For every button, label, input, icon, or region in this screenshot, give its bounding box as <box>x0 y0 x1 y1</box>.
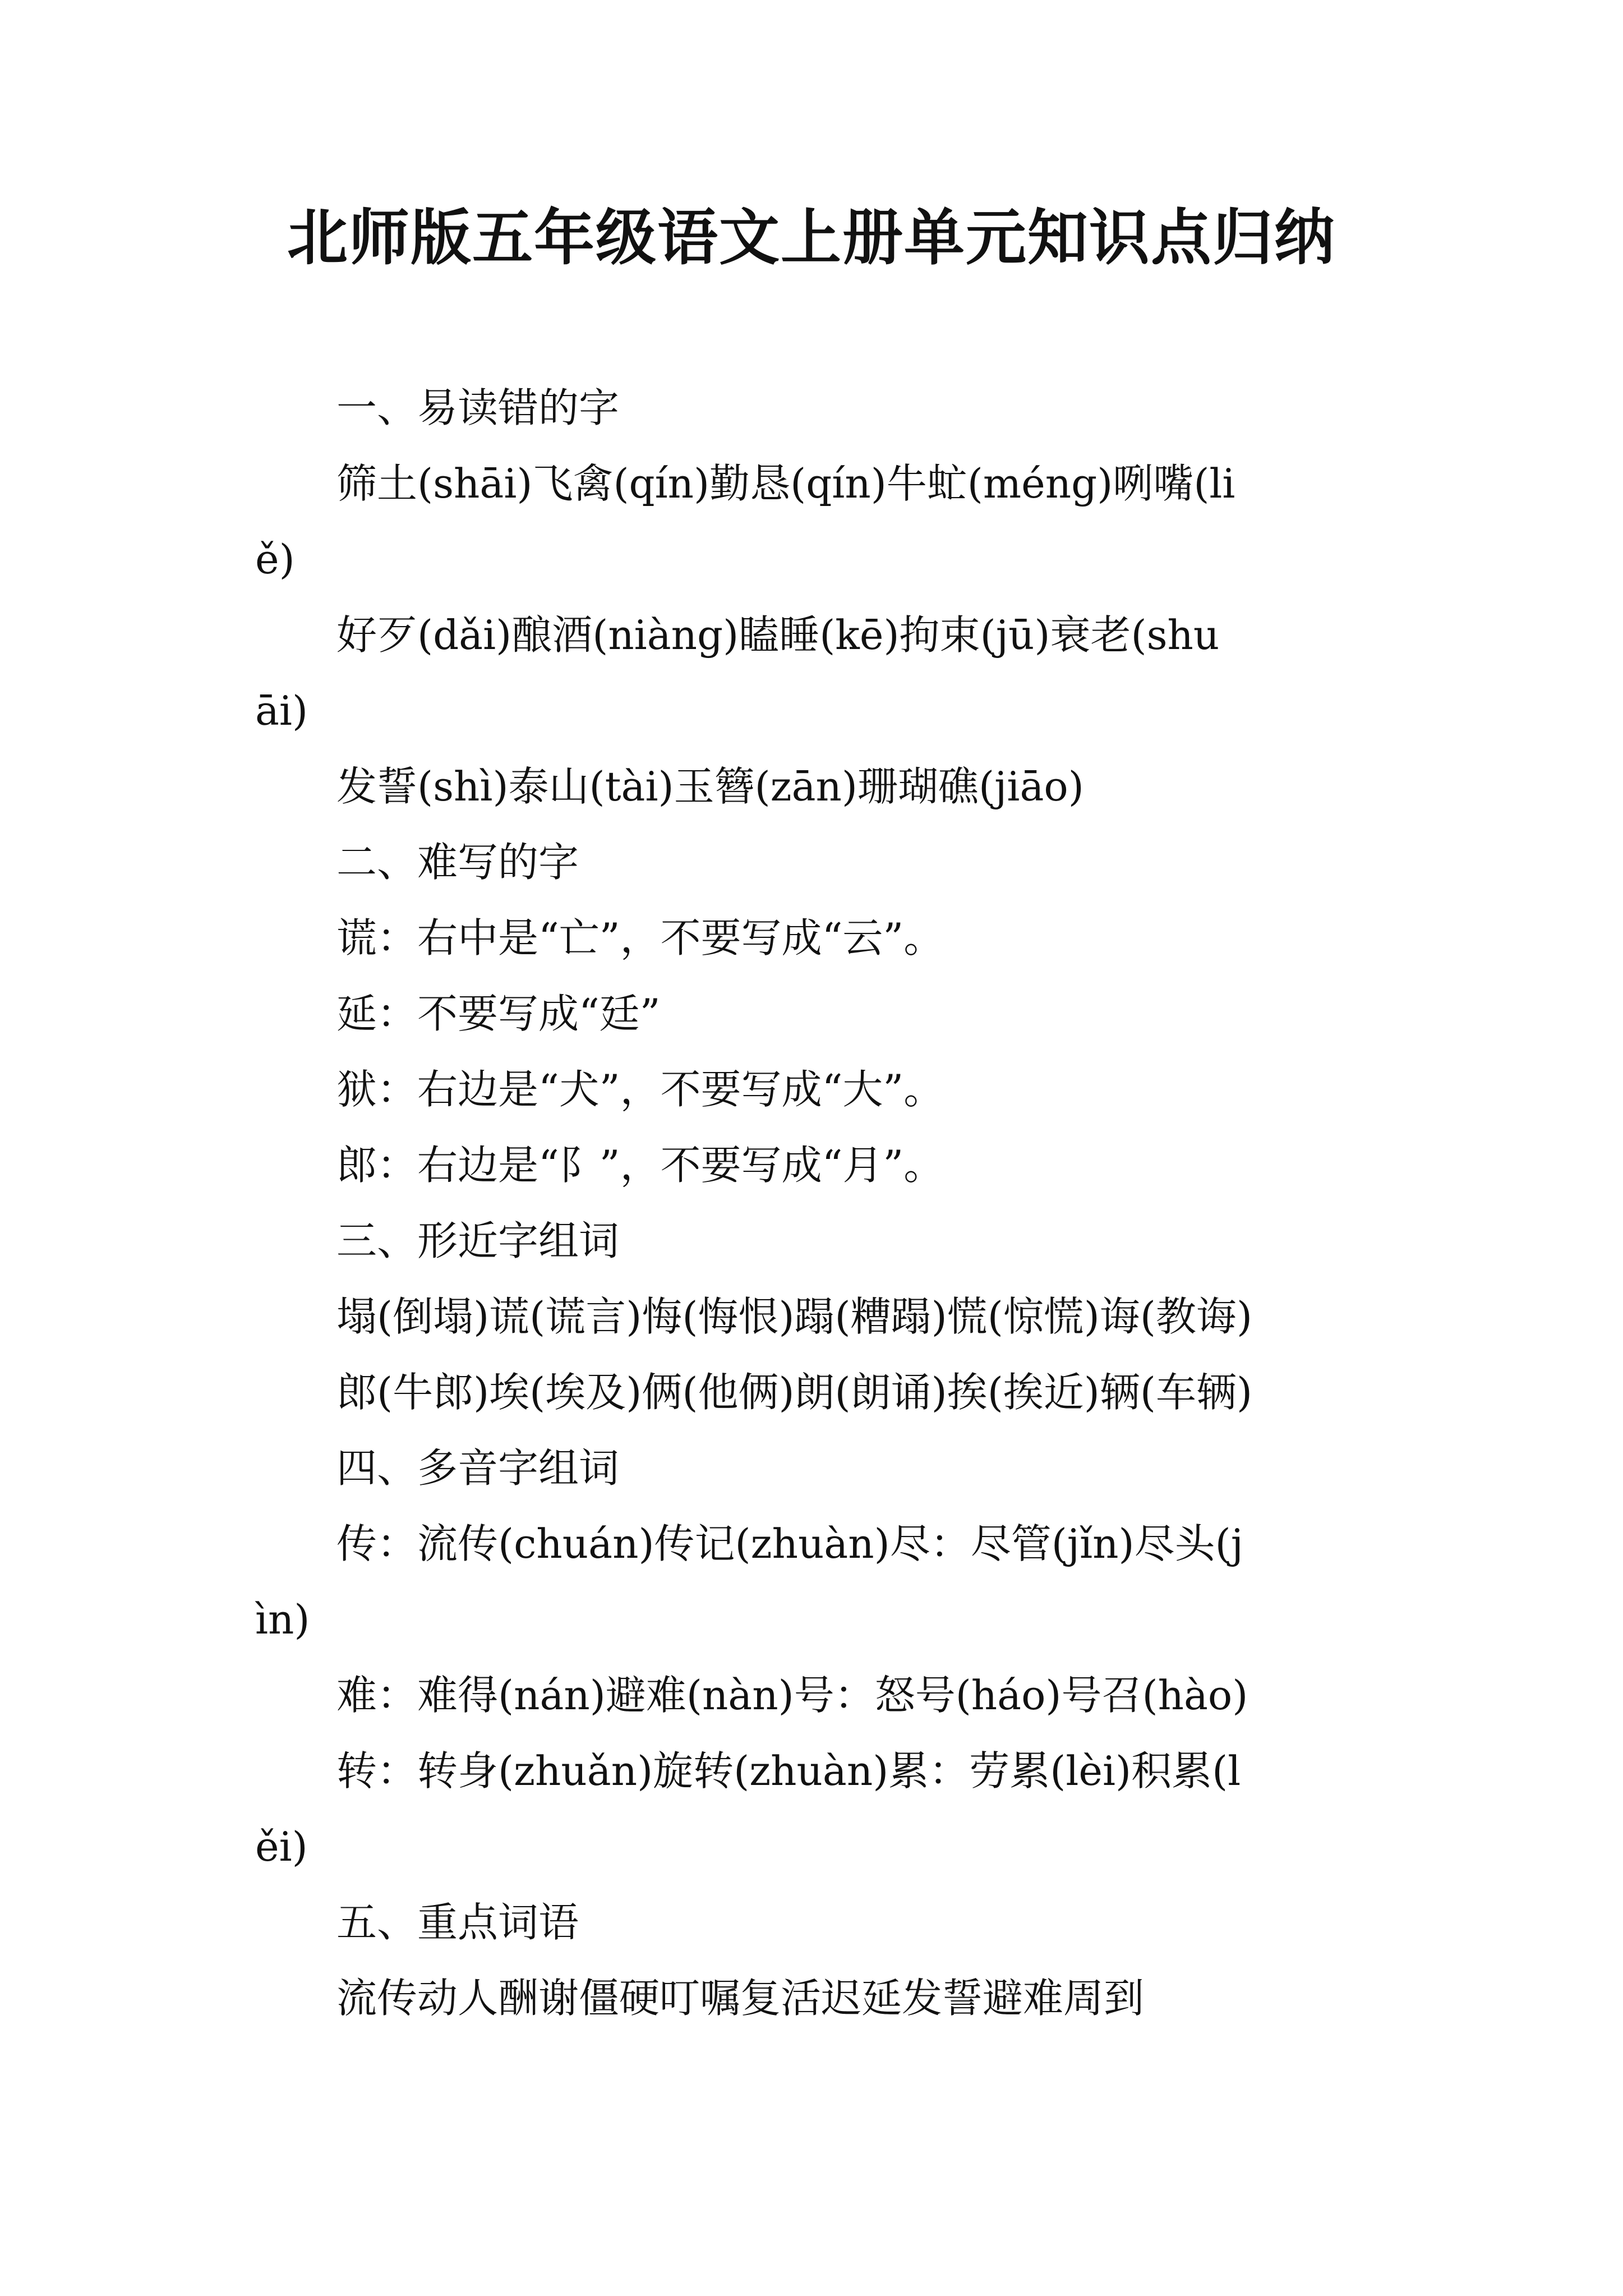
document-body <box>255 370 1385 2036</box>
body-line-continuation: ěi) <box>255 1823 308 1870</box>
body-line: 难：难得(nán)避难(nàn)号：怒号(háo)号召(hào) <box>336 1672 1248 1719</box>
section-heading-1: 一、易读错的字 <box>336 384 620 431</box>
body-line: 筛土(shāi)飞禽(qín)勤恳(qín)牛虻(méng)咧嘴(li <box>336 460 1235 507</box>
body-line: 郎：右边是“阝”，不要写成“月”。 <box>336 1142 944 1189</box>
body-line: 好歹(dǎi)酿酒(niàng)瞌睡(kē)拘束(jū)衰老(shu <box>336 611 1220 659</box>
body-line: 谎：右中是“亡”，不要写成“云”。 <box>336 914 944 961</box>
body-line: 郎(牛郎)埃(埃及)俩(他俩)朗(朗诵)挨(挨近)辆(车辆) <box>336 1369 1253 1416</box>
body-line-continuation: āi) <box>255 687 308 734</box>
document-title: 北师版五年级语文上册单元知识点归纳 <box>287 203 1336 273</box>
body-line: 发誓(shì)泰山(tài)玉簪(zān)珊瑚礁(jiāo) <box>336 763 1084 810</box>
section-heading-2: 二、难写的字 <box>336 839 579 886</box>
body-line: 流传动人酬谢僵硬叮嘱复活迟延发誓避难周到 <box>336 1975 1145 2022</box>
body-line-continuation: ìn) <box>255 1596 310 1643</box>
section-heading-4: 四、多音字组词 <box>336 1444 620 1492</box>
body-line: 延：不要写成“廷” <box>336 990 661 1037</box>
body-line: 塌(倒塌)谎(谎言)悔(悔恨)蹋(糟蹋)慌(惊慌)诲(教诲) <box>336 1293 1253 1340</box>
section-heading-5: 五、重点词语 <box>336 1899 579 1946</box>
body-line: 转：转身(zhuǎn)旋转(zhuàn)累：劳累(lèi)积累(l <box>336 1747 1241 1795</box>
body-line-continuation: ě) <box>255 536 295 583</box>
body-line: 狱：右边是“犬”，不要写成“大”。 <box>336 1066 944 1113</box>
section-heading-3: 三、形近字组词 <box>336 1217 620 1264</box>
body-line: 传：流传(chuán)传记(zhuàn)尽：尽管(jǐn)尽头(j <box>336 1520 1244 1567</box>
